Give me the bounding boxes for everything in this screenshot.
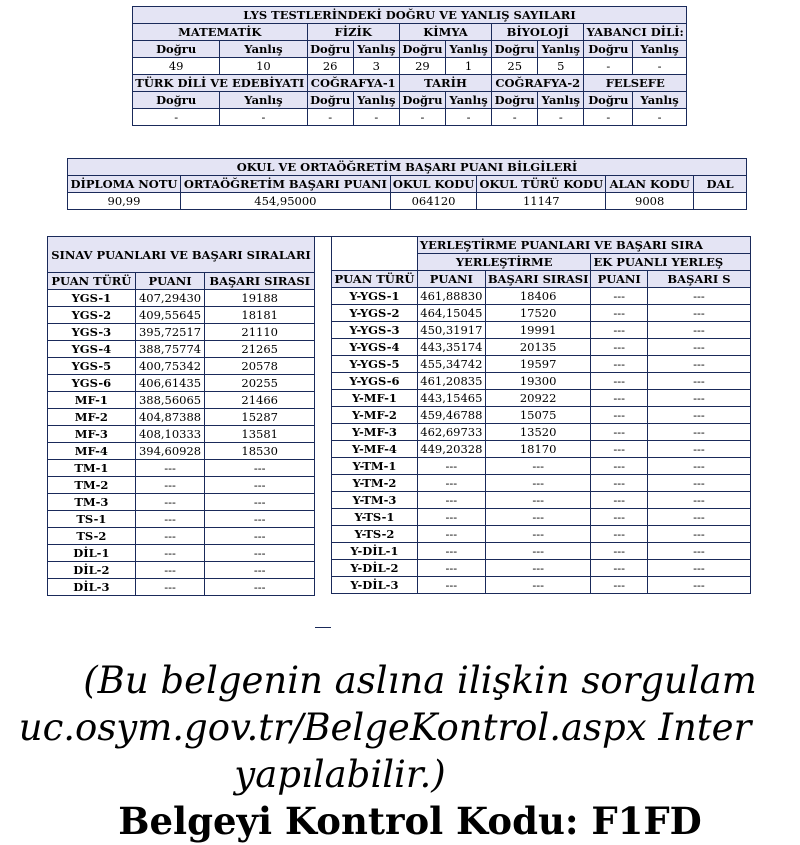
cell-value: --- [135, 528, 205, 545]
cell-value: 19300 [485, 373, 591, 390]
control-code: Belgeyi Kontrol Kodu: F1FD [118, 799, 702, 843]
table-row [332, 458, 751, 475]
cell-value: --- [135, 579, 205, 596]
table-row [332, 407, 751, 424]
okul-value: 064120 [390, 193, 476, 210]
cell-value: --- [591, 322, 648, 339]
sinav-header: PUANI [135, 273, 205, 290]
lys-value: - [220, 109, 307, 126]
footer-note [0, 657, 800, 845]
table-row [48, 392, 315, 409]
yanlis-header: Yanlış [220, 41, 307, 58]
lys-subject: FELSEFE [584, 75, 687, 92]
cell-value: --- [205, 579, 315, 596]
table-row [48, 443, 315, 460]
okul-header: OKUL TÜRÜ KODU [477, 176, 606, 193]
cell-value: --- [591, 407, 648, 424]
lys-subject: COĞRAFYA-2 [492, 75, 584, 92]
table-row [48, 562, 315, 579]
cell-value: 13520 [485, 424, 591, 441]
puan-turu: Y-TS-1 [332, 509, 418, 526]
cell-value: 450,31917 [417, 322, 485, 339]
lys-value: - [633, 58, 687, 75]
cell-value: 400,75342 [135, 358, 205, 375]
cell-value: 17520 [485, 305, 591, 322]
puan-turu: YGS-4 [48, 341, 136, 358]
cell-value: --- [591, 492, 648, 509]
puan-turu: Y-YGS-4 [332, 339, 418, 356]
puan-turu: Y-DİL-1 [332, 543, 418, 560]
cell-value: --- [647, 543, 750, 560]
yanlis-header: Yanlış [445, 41, 491, 58]
lys-subject: TARİH [399, 75, 491, 92]
cell-value: --- [591, 356, 648, 373]
yanlis-header: Yanlış [353, 41, 399, 58]
cell-value: 15075 [485, 407, 591, 424]
table-row [332, 543, 751, 560]
cell-value: --- [417, 543, 485, 560]
okul-value: 454,95000 [180, 193, 390, 210]
cell-value: --- [135, 562, 205, 579]
cell-value: 21265 [205, 341, 315, 358]
lys-table [132, 6, 687, 126]
okul-header: DİPLOMA NOTU [68, 176, 181, 193]
lys-subject: TÜRK DİLİ VE EDEBİYATI [133, 75, 308, 92]
table-row [48, 290, 315, 307]
cell-value: --- [485, 526, 591, 543]
cell-value: 462,69733 [417, 424, 485, 441]
okul-value: 9008 [606, 193, 694, 210]
okul-header: DAL [694, 176, 747, 193]
cell-value: --- [485, 543, 591, 560]
cell-value: --- [591, 424, 648, 441]
cell-value: 388,56065 [135, 392, 205, 409]
cell-value: 21466 [205, 392, 315, 409]
dogru-header: Doğru [307, 92, 353, 109]
cell-value: --- [591, 475, 648, 492]
cell-value: --- [417, 560, 485, 577]
table-row [332, 305, 751, 322]
lys-value: 5 [538, 58, 584, 75]
puan-turu: DİL-1 [48, 545, 136, 562]
yerlestirme-header: PUANI [591, 271, 648, 288]
table-row [48, 426, 315, 443]
okul-table [67, 158, 747, 210]
lys-value: 25 [492, 58, 538, 75]
cell-value: 21110 [205, 324, 315, 341]
sinav-table [47, 236, 315, 596]
cell-value: 406,61435 [135, 375, 205, 392]
cell-value: --- [591, 560, 648, 577]
okul-header: ALAN KODU [606, 176, 694, 193]
lys-value: - [633, 109, 687, 126]
dogru-header: Doğru [399, 41, 445, 58]
okul-header: ORTAÖĞRETİM BAŞARI PUANI [180, 176, 390, 193]
puan-turu: MF-4 [48, 443, 136, 460]
table-row [48, 375, 315, 392]
yanlis-header: Yanlış [633, 92, 687, 109]
puan-turu: Y-MF-4 [332, 441, 418, 458]
cell-value: 464,15045 [417, 305, 485, 322]
empty-header [332, 237, 418, 271]
puan-turu: Y-YGS-1 [332, 288, 418, 305]
yerlestirme-header: PUAN TÜRÜ [332, 271, 418, 288]
cell-value: --- [647, 424, 750, 441]
puan-turu: YGS-6 [48, 375, 136, 392]
lys-value: - [353, 109, 399, 126]
cell-value: --- [135, 545, 205, 562]
table-row [48, 307, 315, 324]
cell-value: --- [591, 305, 648, 322]
puan-turu: MF-2 [48, 409, 136, 426]
lys-value: 1 [445, 58, 491, 75]
dogru-header: Doğru [133, 92, 220, 109]
table-row [332, 560, 751, 577]
lys-value: - [538, 109, 584, 126]
puan-turu: Y-MF-3 [332, 424, 418, 441]
cell-value: --- [647, 288, 750, 305]
lys-subject: YABANCI DİLİ: [584, 24, 687, 41]
lys-title: LYS TESTLERİNDEKİ DOĞRU VE YANLIŞ SAYILARI [133, 7, 687, 24]
cell-value: --- [591, 339, 648, 356]
cell-value: --- [485, 492, 591, 509]
lys-value: 29 [399, 58, 445, 75]
cell-value: 455,34742 [417, 356, 485, 373]
puan-turu: YGS-3 [48, 324, 136, 341]
cell-value: --- [485, 458, 591, 475]
table-row [48, 341, 315, 358]
cell-value: --- [647, 322, 750, 339]
dogru-header: Doğru [492, 92, 538, 109]
puan-turu: DİL-3 [48, 579, 136, 596]
cell-value: 20255 [205, 375, 315, 392]
cell-value: 18530 [205, 443, 315, 460]
dogru-header: Doğru [492, 41, 538, 58]
yerlestirme-sub: YERLEŞTİRME [417, 254, 591, 271]
table-row [332, 441, 751, 458]
table-row [332, 390, 751, 407]
lys-subject: FİZİK [307, 24, 399, 41]
yerlestirme-header: PUANI [417, 271, 485, 288]
puan-turu: Y-YGS-3 [332, 322, 418, 339]
cell-value: 443,15465 [417, 390, 485, 407]
table-row [332, 288, 751, 305]
ek-puanli-sub: EK PUANLI YERLEŞ [591, 254, 751, 271]
cell-value: 395,72517 [135, 324, 205, 341]
puan-turu: TM-1 [48, 460, 136, 477]
cell-value: --- [591, 390, 648, 407]
table-row [48, 579, 315, 596]
puan-turu: Y-TM-3 [332, 492, 418, 509]
cell-value: --- [205, 511, 315, 528]
lys-values-row [133, 58, 687, 75]
lys-subject: COĞRAFYA-1 [307, 75, 399, 92]
cell-value: --- [485, 509, 591, 526]
puan-turu: Y-MF-2 [332, 407, 418, 424]
lys-subject: BİYOLOJİ [492, 24, 584, 41]
dogru-yanlis-header [133, 92, 687, 109]
cell-value: --- [417, 475, 485, 492]
lys-value: - [584, 58, 633, 75]
puan-turu: TM-3 [48, 494, 136, 511]
cell-value: --- [647, 407, 750, 424]
cell-value: --- [205, 460, 315, 477]
cell-value: --- [135, 460, 205, 477]
puan-turu: Y-TS-2 [332, 526, 418, 543]
cell-value: 19991 [485, 322, 591, 339]
cell-value: --- [647, 458, 750, 475]
cell-value: --- [591, 509, 648, 526]
yanlis-header: Yanlış [633, 41, 687, 58]
puan-turu: MF-3 [48, 426, 136, 443]
cell-value: 20578 [205, 358, 315, 375]
yanlis-header: Yanlış [538, 41, 584, 58]
cell-value: --- [417, 509, 485, 526]
cell-value: --- [647, 492, 750, 509]
yanlis-header: Yanlış [538, 92, 584, 109]
cell-value: 449,20328 [417, 441, 485, 458]
table-row [48, 409, 315, 426]
lys-subject: MATEMATİK [133, 24, 308, 41]
cell-value: --- [647, 441, 750, 458]
cell-value: --- [205, 562, 315, 579]
yanlis-header: Yanlış [445, 92, 491, 109]
okul-value: 11147 [477, 193, 606, 210]
puan-turu: TS-2 [48, 528, 136, 545]
dogru-header: Doğru [399, 92, 445, 109]
table-row [332, 526, 751, 543]
puan-turu: DİL-2 [48, 562, 136, 579]
lys-value: 49 [133, 58, 220, 75]
cell-value: 388,75774 [135, 341, 205, 358]
dogru-yanlis-header [133, 41, 687, 58]
cell-value: --- [205, 494, 315, 511]
cell-value: --- [417, 526, 485, 543]
cell-value: --- [135, 477, 205, 494]
sinav-header: BAŞARI SIRASI [205, 273, 315, 290]
table-row [48, 477, 315, 494]
table-row [332, 373, 751, 390]
table-row [48, 324, 315, 341]
cell-value: --- [647, 526, 750, 543]
lys-value: 10 [220, 58, 307, 75]
cell-value: --- [591, 288, 648, 305]
cell-value: 461,88830 [417, 288, 485, 305]
puan-turu: Y-YGS-6 [332, 373, 418, 390]
table-row [48, 358, 315, 375]
cell-value: --- [485, 475, 591, 492]
cell-value: 19597 [485, 356, 591, 373]
table-row [332, 577, 751, 594]
cell-value: 20922 [485, 390, 591, 407]
cell-value: --- [135, 511, 205, 528]
cell-value: 409,55645 [135, 307, 205, 324]
yanlis-header: Yanlış [353, 92, 399, 109]
cell-value: --- [647, 577, 750, 594]
table-row [332, 475, 751, 492]
footer-line: (Bu belgenin aslına ilişkin sorgulam [83, 659, 757, 702]
cell-value: 461,20835 [417, 373, 485, 390]
cell-value: --- [647, 560, 750, 577]
cell-value: --- [591, 373, 648, 390]
table-divider [315, 236, 331, 628]
yerlestirme-table [331, 236, 751, 594]
cell-value: 15287 [205, 409, 315, 426]
cell-value: --- [205, 528, 315, 545]
cell-value: --- [647, 509, 750, 526]
okul-value: 90,99 [68, 193, 181, 210]
cell-value: 18181 [205, 307, 315, 324]
cell-value: --- [647, 305, 750, 322]
puan-turu: Y-DİL-3 [332, 577, 418, 594]
dogru-header: Doğru [307, 41, 353, 58]
puan-turu: Y-TM-2 [332, 475, 418, 492]
cell-value: --- [647, 475, 750, 492]
puan-turu: TS-1 [48, 511, 136, 528]
cell-value: --- [591, 543, 648, 560]
puan-turu: Y-YGS-2 [332, 305, 418, 322]
table-row [332, 492, 751, 509]
cell-value: 404,87388 [135, 409, 205, 426]
cell-value: 13581 [205, 426, 315, 443]
cell-value: 407,29430 [135, 290, 205, 307]
dogru-header: Doğru [133, 41, 220, 58]
cell-value: 20135 [485, 339, 591, 356]
lys-value: - [445, 109, 491, 126]
puan-turu: YGS-2 [48, 307, 136, 324]
cell-value: 408,10333 [135, 426, 205, 443]
table-row [48, 460, 315, 477]
cell-value: --- [417, 492, 485, 509]
cell-value: --- [591, 577, 648, 594]
puan-turu: YGS-1 [48, 290, 136, 307]
lys-value: - [492, 109, 538, 126]
lys-value: 26 [307, 58, 353, 75]
cell-value: 18170 [485, 441, 591, 458]
puan-turu: MF-1 [48, 392, 136, 409]
yerlestirme-title: YERLEŞTİRME PUANLARI VE BAŞARI SIRA [417, 237, 750, 254]
table-row [332, 424, 751, 441]
puan-turu: TM-2 [48, 477, 136, 494]
lys-subject: KİMYA [399, 24, 491, 41]
lys-value: - [584, 109, 633, 126]
sinav-title: SINAV PUANLARI VE BAŞARI SIRALARI [48, 237, 315, 273]
table-row [48, 494, 315, 511]
okul-value [694, 193, 747, 210]
lys-value: - [133, 109, 220, 126]
footer-line: uc.osym.gov.tr/BelgeKontrol.aspx Inter [18, 706, 752, 749]
yanlis-header: Yanlış [220, 92, 307, 109]
puan-turu: Y-YGS-5 [332, 356, 418, 373]
cell-value: --- [205, 545, 315, 562]
table-row [332, 509, 751, 526]
table-row [48, 545, 315, 562]
dogru-header: Doğru [584, 41, 633, 58]
cell-value: 18406 [485, 288, 591, 305]
cell-value: --- [417, 577, 485, 594]
cell-value: --- [647, 373, 750, 390]
cell-value: 19188 [205, 290, 315, 307]
puan-turu: Y-MF-1 [332, 390, 418, 407]
cell-value: --- [205, 477, 315, 494]
cell-value: 443,35174 [417, 339, 485, 356]
okul-header: OKUL KODU [390, 176, 476, 193]
cell-value: --- [647, 339, 750, 356]
lys-value: - [399, 109, 445, 126]
table-row [48, 511, 315, 528]
dogru-header: Doğru [584, 92, 633, 109]
footer-line: yapılabilir.) [234, 753, 446, 796]
sinav-header: PUAN TÜRÜ [48, 273, 136, 290]
yerlestirme-header: BAŞARI S [647, 271, 750, 288]
cell-value: --- [485, 560, 591, 577]
cell-value: --- [647, 356, 750, 373]
puan-turu: YGS-5 [48, 358, 136, 375]
table-row [332, 356, 751, 373]
cell-value: 459,46788 [417, 407, 485, 424]
table-row [332, 322, 751, 339]
cell-value: --- [135, 494, 205, 511]
cell-value: --- [591, 441, 648, 458]
table-row [332, 339, 751, 356]
puan-turu: Y-TM-1 [332, 458, 418, 475]
lys-value: - [307, 109, 353, 126]
lys-values-row [133, 109, 687, 126]
puan-turu: Y-DİL-2 [332, 560, 418, 577]
lys-value: 3 [353, 58, 399, 75]
yerlestirme-header: BAŞARI SIRASI [485, 271, 591, 288]
table-row [48, 528, 315, 545]
cell-value: --- [591, 526, 648, 543]
cell-value: --- [647, 390, 750, 407]
cell-value: --- [591, 458, 648, 475]
cell-value: --- [417, 458, 485, 475]
okul-title: OKUL VE ORTAÖĞRETİM BAŞARI PUANI BİLGİLERİ [68, 159, 747, 176]
cell-value: --- [485, 577, 591, 594]
cell-value: 394,60928 [135, 443, 205, 460]
